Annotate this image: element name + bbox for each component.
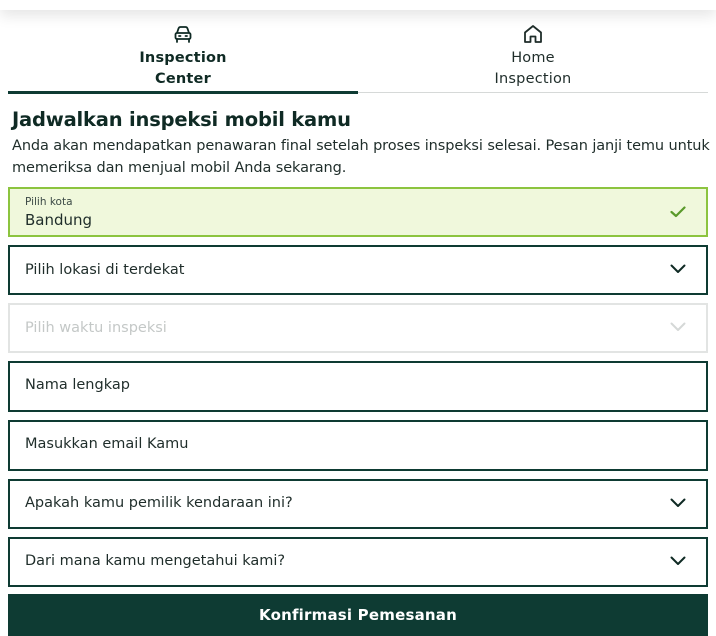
- referral-source-select[interactable]: [8, 537, 708, 587]
- chevron-down-icon: [670, 556, 686, 566]
- vehicle-owner-placeholder: Apakah kamu pemilik kendaraan ini?: [25, 495, 293, 511]
- tab-label-line1: Home: [511, 50, 555, 66]
- home-icon: [521, 22, 545, 46]
- email-placeholder: Masukkan email Kamu: [25, 436, 189, 452]
- city-select[interactable]: [8, 187, 708, 237]
- tab-home-inspection-label: [358, 48, 708, 90]
- confirm-booking-button[interactable]: Konfirmasi Pemesanan: [8, 594, 708, 636]
- referral-source-placeholder: Dari mana kamu mengetahui kami?: [25, 553, 286, 569]
- top-bar-shadow: [0, 0, 716, 10]
- vehicle-owner-select[interactable]: [8, 479, 708, 529]
- tab-inspection-center-label: [8, 48, 358, 90]
- tab-inspection-center[interactable]: [8, 22, 358, 92]
- inspection-type-tabs: [8, 22, 708, 93]
- checkmark-icon: [670, 206, 686, 218]
- time-select-placeholder: Pilih waktu inspeksi: [25, 320, 167, 336]
- city-select-value: Bandung: [25, 211, 93, 229]
- tab-label-line2: Center: [155, 71, 211, 87]
- city-select-label: Pilih kota: [25, 196, 73, 208]
- chevron-down-icon: [670, 322, 686, 332]
- email-input[interactable]: [8, 420, 708, 471]
- full-name-placeholder: Nama lengkap: [25, 377, 130, 393]
- chevron-down-icon: [670, 264, 686, 274]
- tab-label-line1: Inspection: [139, 50, 227, 66]
- car-icon: [171, 22, 195, 46]
- tab-home-inspection[interactable]: [358, 22, 708, 92]
- time-select[interactable]: [8, 303, 708, 353]
- tab-label-line2: Inspection: [494, 71, 572, 87]
- chevron-down-icon: [670, 498, 686, 508]
- location-select-placeholder: Pilih lokasi di terdekat: [25, 262, 185, 278]
- form-description: Anda akan mendapatkan penawaran final setelah proses inspeksi selesai. Pesan janji temu untuk memeriksa dan menjual mobil Anda sekarang.: [12, 138, 710, 176]
- full-name-input[interactable]: [8, 361, 708, 412]
- page-title: Jadwalkan inspeksi mobil kamu: [12, 108, 351, 131]
- location-select[interactable]: [8, 245, 708, 295]
